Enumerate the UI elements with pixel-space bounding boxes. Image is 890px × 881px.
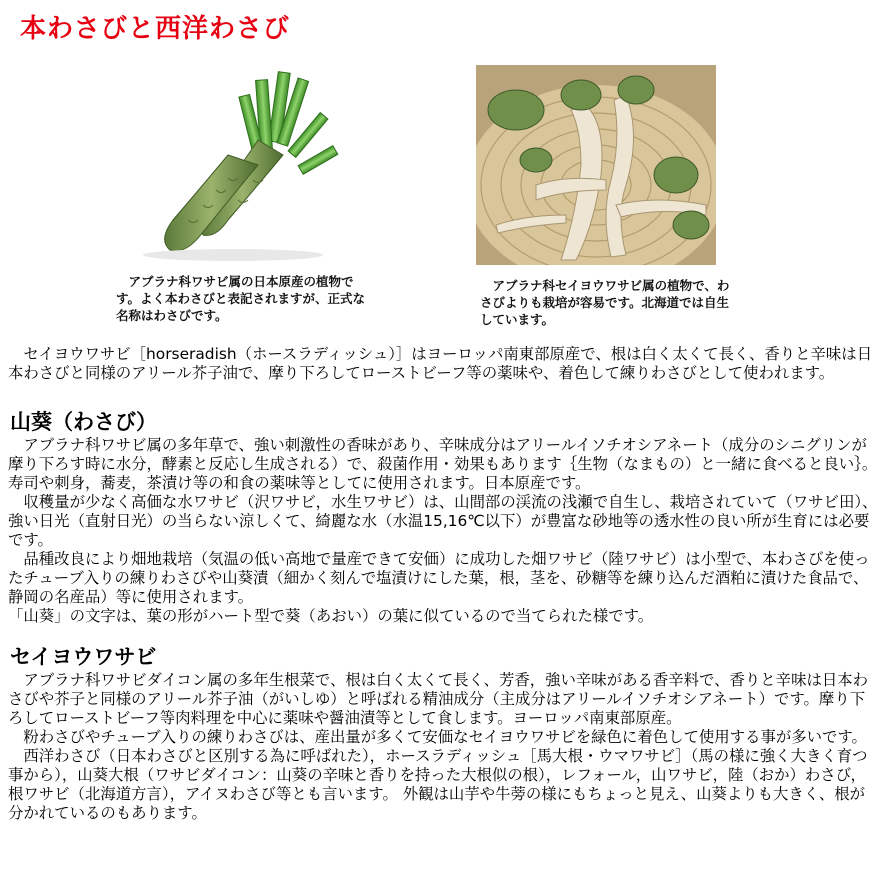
wasabi-section-body	[8, 436, 878, 626]
section-heading-wasabi: 山葵（わさび）	[10, 410, 157, 434]
wasabi-caption: アブラナ科ワサビ属の日本原産の植物です。よく本わさびと表記されますが、正式な名称はわさびです。	[116, 274, 366, 323]
intro-paragraph: セイヨウワサビ［horseradish（ホースラディッシュ）］はヨーロッパ南東部原産で、根は白く太くて長く、香りと辛味は日本わさびと同様のアリール芥子油で、摩り下ろしてローストビーフ等の薬味や、着色して練りわさびとして使われます。	[8, 345, 873, 382]
wasabi-photo	[108, 60, 358, 270]
horseradish-section-body	[8, 671, 878, 823]
wasabi-paragraph: 収穫量が少なく高価な水ワサビ（沢ワサビ，水生ワサビ）は、山間部の渓流の浅瀬で自生し、栽培されていて（ワサビ田）、強い日光（直射日光）の当らない涼しくて、綺麗な水（水温15,16℃以下）が豊富な砂地等の透水性の良い所が生育には必要です。	[8, 493, 878, 549]
horseradish-paragraph: 粉わさびやチューブ入りの練りわさびは、産出量が多くて安価なセイヨウワサビを緑色に着色して使用する事が多いです。	[8, 728, 867, 746]
wasabi-paragraph: 「山葵」の文字は、葉の形がハート型で葵（あおい）の葉に似ているので当てられた様です。	[8, 607, 654, 625]
wasabi-paragraph: 品種改良により畑地栽培（気温の低い高地で量産できて安価）に成功した畑ワサビ（陸ワサビ）は小型で、本わさびを使ったチューブ入りの練りわさびや山葵漬（細かく刻んで塩漬けにした葉，根，茎を、砂糖等を練り込んだ酒粕に漬けた食品で、静岡の名産品）等に使用されます。	[8, 550, 870, 606]
horseradish-paragraph: アブラナ科ワサビダイコン属の多年生根菜で、根は白く太くて長く、芳香，強い辛味がある香辛料で、香りと辛味は日本わさびや芥子と同様のアリール芥子油（がいしゆ）と呼ばれる精油成分（主成分はアリールイソチオシアネート）です。摩り下ろしてローストビーフ等肉料理を中心に薬味や醤油漬等として食します。ヨーロッパ南東部原産。	[8, 671, 869, 727]
horseradish-photo	[476, 65, 716, 265]
wasabi-paragraph: アブラナ科ワサビ属の多年草で、強い刺激性の香味があり、辛味成分はアリールイソチオシアネート（成分のシニグリンが摩り下ろす時に水分，酵素と反応し生成される）で、殺菌作用・効果もあります｛生物（なまもの）と一緒に食べると良い｝。寿司や刺身，蕎麦，茶漬け等の和食の薬味等としてに使用されます。日本原産です。	[8, 436, 878, 492]
horseradish-caption: アブラナ科セイヨウワサビ属の植物で、わさびよりも栽培が容易です。北海道では自生しています。	[480, 278, 730, 327]
horseradish-paragraph: 西洋わさび（日本わさびと区別する為に呼ばれた），ホースラディッシュ［馬大根・ウマワサビ］（馬の様に強く大きく育つ事から），山葵大根（ワサビダイコン：山葵の辛味と香りを持った大根似の根），レフォール，山ワサビ，陸（おか）わさび，根ワサビ（北海道方言），アイヌわさび等とも言います。 外観は山芋や牛蒡の様にもちょっと見え、山葵よりも大きく、根が分かれているのもあります。	[8, 747, 868, 822]
page-title: 本わさびと西洋わさび	[20, 14, 291, 44]
section-heading-horseradish: セイヨウワサビ	[10, 645, 157, 669]
